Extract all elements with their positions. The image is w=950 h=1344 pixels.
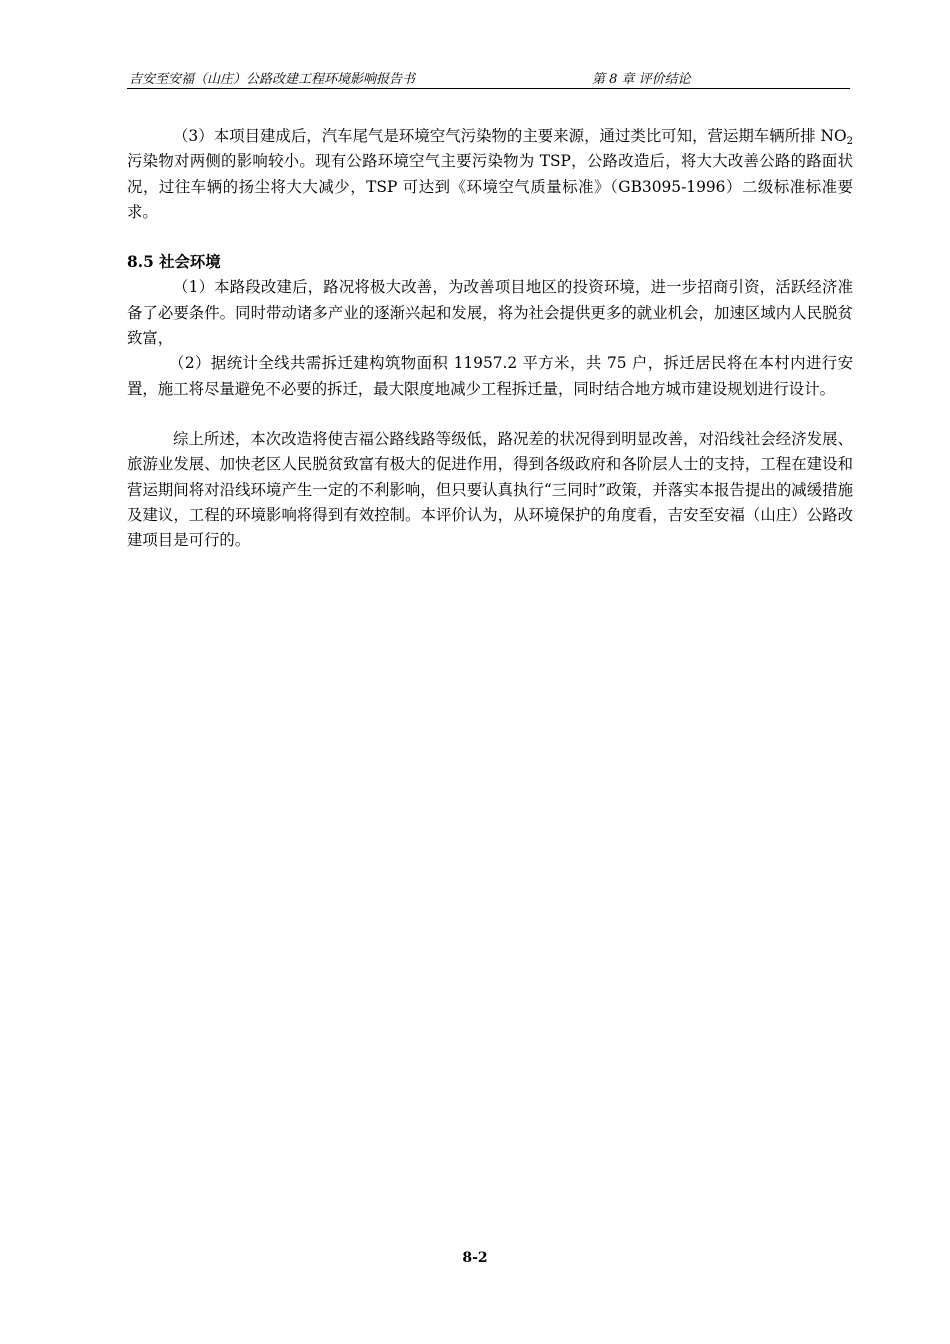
paragraph-air-quality — [127, 124, 853, 225]
section-heading-social-environment: 8.5 社会环境 — [127, 253, 221, 272]
paragraph-social-item-1: （1）本路段改建后，路况将极大改善，为改善项目地区的投资环境，进一步招商引资，活跃经济准备了必要条件。同时带动诸多产业的逐渐兴起和发展，将为社会提供更多的就业机会，加速区域内人民脱贫致富， — [127, 278, 853, 348]
page-header — [127, 66, 850, 89]
paragraph-summary: 综上所述，本次改造将使吉福公路线路等级低，路况差的状况得到明显改善，对沿线社会经济发展、旅游业发展、加快老区人民脱贫致富有极大的促进作用，得到各级政府和各阶层人士的支持，工程在建设和营运期间将对沿线环境产生一定的不利影响，但只要认真执行“三同时”政策，并落实本报告提出的减缓措施及建议，工程的环境影响将得到有效控制。本评价认为，从环境保护的角度看，吉安至安福（山庄）公路改建项目是可行的。 — [127, 429, 853, 550]
chapter-title: 第 8 章 评价结论 — [592, 72, 691, 87]
paragraph-social-item-2: （2）据统计全线共需拆迁建构筑物面积 11957.2 平方米，共 75 户，拆迁居民将在本村内进行安置，施工将尽量避免不必要的拆迁，最大限度地减少工程拆迁量，同时结合地方城市建设规划进行设计。 — [127, 354, 853, 398]
page-body — [127, 124, 853, 553]
report-title: 吉安至安福（山庄）公路改建工程环境影响报告书 — [129, 72, 416, 87]
air-quality-text-1: （3）本项目建成后，汽车尾气是环境空气污染物的主要来源，通过类比可知，营运期车辆所排 NO — [173, 127, 847, 145]
no2-subscript: 2 — [846, 136, 853, 147]
page-number: 8-2 — [462, 1250, 488, 1266]
air-quality-text-2: 污染物对两侧的影响较小。现有公路环境空气主要污染物为 TSP，公路改造后，将大大改善公路的路面状况，过往车辆的扬尘将大大减少，TSP 可达到《环境空气质量标准》（GB3095-1996）二级标准标准要求。 — [127, 152, 853, 221]
blank-line — [127, 402, 853, 427]
